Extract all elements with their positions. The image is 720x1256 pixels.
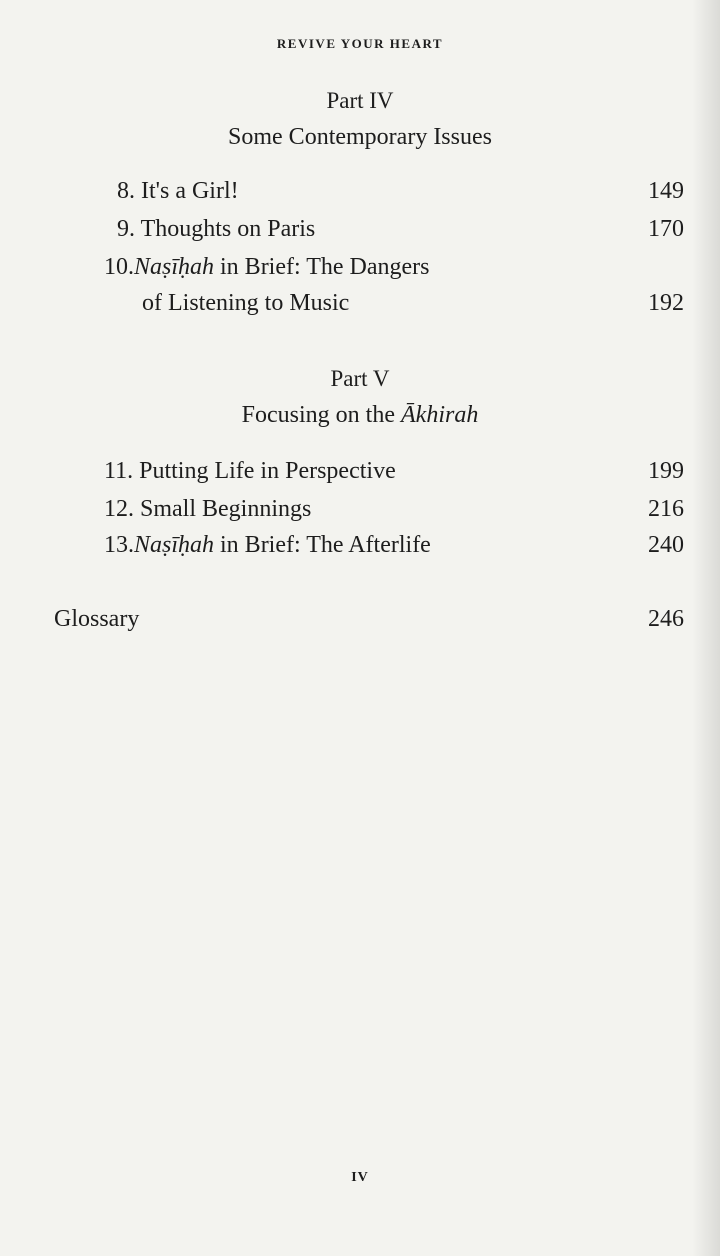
page-edge-shadow xyxy=(692,0,720,1256)
toc-entry-number: 11. xyxy=(104,458,134,484)
toc-entry-12 xyxy=(104,496,311,523)
toc-entry-10 xyxy=(104,254,430,281)
toc-entry-number: 8. xyxy=(117,178,135,204)
part-v-title xyxy=(0,402,720,429)
toc-entry-title-italic: Naṣīḥah xyxy=(134,254,215,280)
toc-entry-number: 10. xyxy=(104,254,134,280)
part-iv-title: Some Contemporary Issues xyxy=(228,124,492,150)
toc-entry-page: 246 xyxy=(648,606,684,632)
part-v-title-prefix: Focusing on the xyxy=(241,402,401,428)
toc-entry-10-line2: of Listening to Music xyxy=(142,290,350,316)
part-iv-label: Part IV xyxy=(326,88,394,113)
toc-entry-number: 9. xyxy=(117,216,135,242)
toc-entry-13 xyxy=(104,532,431,559)
toc-entry-11 xyxy=(104,458,396,485)
toc-entry-title: Thoughts on Paris xyxy=(140,216,316,242)
toc-entry-glossary: Glossary xyxy=(54,606,140,632)
running-head: REVIVE YOUR HEART xyxy=(276,36,444,51)
toc-entry-page: 170 xyxy=(648,216,684,242)
toc-entry-title: in Brief: The Dangers xyxy=(214,254,430,280)
toc-entry-page: 216 xyxy=(648,496,684,522)
part-v-label: Part V xyxy=(330,366,390,391)
toc-entry-page: 240 xyxy=(648,532,684,558)
toc-entry-number: 13. xyxy=(104,532,134,558)
toc-entry-title: in Brief: The Afterlife xyxy=(214,532,431,558)
toc-entry-page: 199 xyxy=(648,458,684,484)
page-folio: IV xyxy=(351,1170,369,1185)
toc-entry-title-italic: Naṣīḥah xyxy=(134,532,215,558)
toc-entry-title: Small Beginnings xyxy=(140,496,312,522)
toc-entry-8 xyxy=(117,178,239,205)
toc-entry-number: 12. xyxy=(104,496,134,522)
toc-entry-9 xyxy=(117,216,315,243)
toc-entry-title: It's a Girl! xyxy=(141,178,239,204)
toc-entry-title: Putting Life in Perspective xyxy=(139,458,396,484)
toc-entry-page: 192 xyxy=(648,290,684,316)
toc-entry-page: 149 xyxy=(648,178,684,204)
part-v-title-italic: Ākhirah xyxy=(401,402,479,428)
